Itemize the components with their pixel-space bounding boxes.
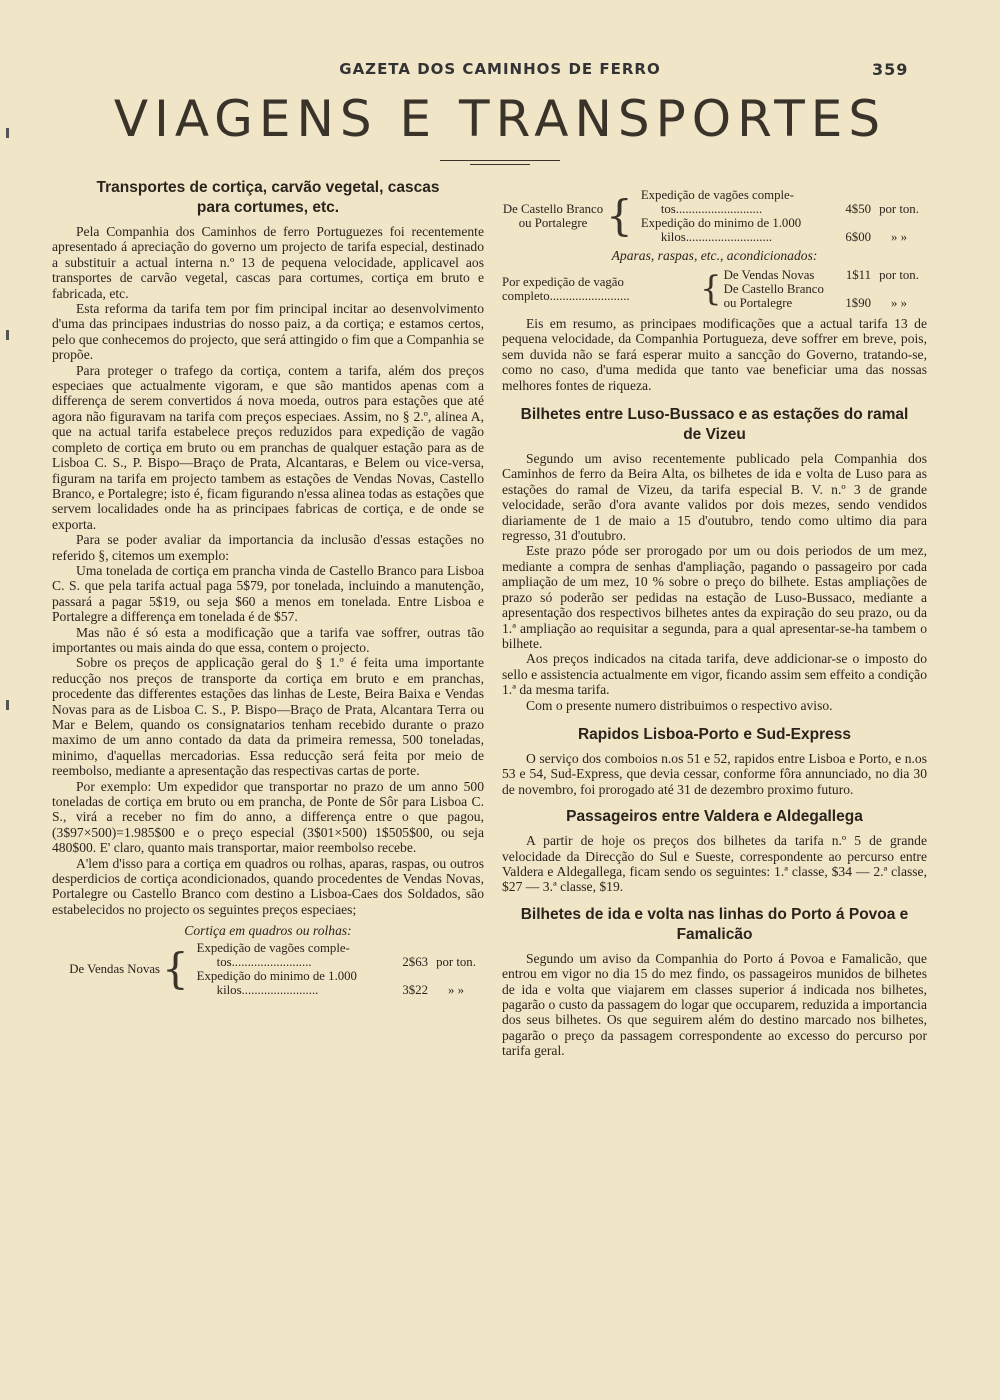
table-origin: De Vendas Novas (69, 962, 160, 977)
row-price: 3$22 (402, 983, 428, 998)
row-unit: » » (891, 230, 907, 244)
section-title: Bilhetes de ida e volta nas linhas do Porto á Povoa e Famalicão (520, 905, 909, 943)
price-table (502, 188, 927, 244)
paragraph: Aos preços indicados na citada tarifa, deve addicionar-se o imposto do sello e assistencia actualmente em vigor, ficando assim sem effeito a condição 1.ª da mesma tarifa. (502, 651, 927, 698)
title-divider (440, 160, 560, 161)
paragraph: Segundo um aviso da Companhia do Porto á Povoa e Famalicão, que entrou em vigor no dia 15 do mez findo, os passageiros munidos de bilhetes de ida e volta que viajarem em classes superior á indicada nos bilhetes, pagarão o custo da passagem do logar que occuparem, reduzida a importancia dos seus bilhetes. Os que seguirem além do destino marcado nos bilhetes, pagarão o preço da passagem correspondente ao excesso do percurso por tarifa geral. (502, 950, 927, 1059)
title-divider (470, 164, 530, 165)
row-origin: De Vendas Novas (723, 268, 815, 282)
paragraph: O serviço dos comboios n.os 51 e 52, rapidos entre Lisboa e Porto, e n.os 53 e 54, Sud-Express, que devia cessar, conforme fôra annunciado, no dia 30 de novembro, foi prorogado até 31 de dezembro proximo futuro. (502, 750, 927, 797)
table-row-desc (197, 969, 388, 997)
row-desc-line: Expedição de vagões comple- (196, 941, 350, 956)
section-title: Bilhetes entre Luso-Bussaco e as estações do ramal de Vizeu (520, 406, 909, 444)
row-price: 1$90 (845, 296, 871, 310)
paragraph: Com o presente numero distribuimos o respectivo aviso. (526, 697, 833, 713)
page-title: VIAGENS E TRANSPORTES (113, 90, 887, 148)
row-desc-line: kilos........................... (660, 230, 773, 244)
paragraph: A'lem d'isso para a cortiça em quadros ou rolhas, aparas, raspas, ou outros desperdicios de cortiça acondicionados, quando procedentes de Vendas Novas, Portalegre ou Castello Branco com destino a Lisboa-Caes dos Soldados, são estabelecidos no projecto os seguintes preços especiaes; (52, 855, 484, 917)
paragraph: Para se poder avaliar da importancia da inclusão d'essas estações no referido §, citemos um exemplo: (52, 532, 484, 563)
row-desc-line: Expedição do minimo de 1.000 (640, 216, 802, 230)
table-heading: Cortiça em quadros ou rolhas: (184, 923, 352, 939)
table-row-desc (641, 188, 833, 216)
brace: { (162, 944, 189, 994)
row-price: 6$00 (845, 230, 871, 244)
paragraph: Para proteger o trafego da cortiça, contem a tarifa, além dos preços especiaes que actualmente vigoram, e que são mantidos apenas com a differença de serem convertidos á nova moeda, outros para estações que até agora não figuravam na tarifa com preços especiaes. Assim, no § 2.º, alinea A, que na actual tarifa estabelece preços reduzidos para expedição de vagão completo de cortiça em bruto ou em pranchas de qualquer estação para as de Lisboa C. S., P. Bispo—Braço de Prata, Alcantaras, e Belem ou vice-versa, figuram na tarifa em projecto tambem as estações de Vendas Novas, Castello Branco, e Portalegre; isto é, ficam figurando n'essa alinea todas as estações que servem localidades onde ha as principaes fabricas de cortiça, e de onde se exporta. (52, 362, 484, 532)
table-origin: De Castello Branco ou Portalegre (502, 202, 604, 230)
table-row-desc (197, 941, 388, 969)
paragraph: A partir de hoje os preços dos bilhetes da tarifa n.º 5 de grande velocidade da Direcção do Sul e Sueste, correspondente ao percurso entre Valdera e Aldegallega, ficam sendo os seguintes: 1.ª classe, $34 — 2.ª classe, $27 — 3.ª classe, $19. (502, 833, 927, 895)
row-desc-line: tos......................... (216, 955, 312, 970)
section-title: Transportes de cortiça, carvão vegetal, cascas para cortumes, etc. (96, 179, 440, 216)
row-unit: por ton. (879, 202, 919, 216)
row-unit: » » (891, 296, 907, 310)
table-row-desc (641, 216, 833, 244)
row-unit: » » (448, 983, 464, 998)
row-price: 2$63 (402, 955, 428, 970)
table-label (502, 268, 698, 310)
journal-header: GAZETA DOS CAMINHOS DE FERRO (339, 60, 661, 78)
row-desc-line: Expedição do minimo de 1.000 (196, 969, 357, 984)
paragraph: Sobre os preços de applicação geral do § 1.º é feita uma importante reducção nos preços de transporte da cortiça em bruto e em pranchas, procedente das differentes estações das linhas de Leste, Beira Baixa e Vendas Novas para as de Lisboa C. S., P. Bispo—Braço de Prata, Alcantara Terra ou Mar e Belem, quando os consignatarios tenham recebido durante o prazo maximo de um anno contado da data da primeira remessa, 500 toneladas, minimo, d'aquellas mercadorias. Essa reducção será feita por meio de reembolso, mediante a apresentação das respectivas cartas de porte. (52, 655, 484, 779)
paragraph: Por exemplo: Um expedidor que transportar no prazo de um anno 500 toneladas de cortiça em bruto ou em prancha, de Ponte de Sôr para Lisboa C. S., virá a receber no fim do anno, a differença entre o que pagou, (3$97×500)=1.985$00 e o preço especial (3$01×500) 1$505$00, ou seja 480$00. E' claro, quanto mais transportar, maior reembolso recebe. (52, 778, 484, 856)
brace: { (700, 269, 722, 309)
edge-mark (6, 700, 9, 710)
brace: { (606, 191, 633, 240)
page-number: 359 (872, 60, 909, 79)
row-desc-line: tos........................... (660, 202, 763, 216)
row-price: 1$11 (845, 268, 871, 282)
paragraph: Mas não é só esta a modificação que a tarifa vae soffrer, outras tão importantes ou mais ainda do que essa, contem o projecto. (52, 624, 484, 655)
paragraph: Uma tonelada de cortiça em prancha vinda de Castello Branco para Lisboa C. S. que pela tarifa actual paga 5$79, por tonelada, incluindo a manutenção, passará a pagar 5$19, ou seja $60 a menos em tonelada. Entre Lisboa e Portalegre a differença em tonelada é de $57. (52, 562, 484, 625)
row-unit: por ton. (436, 955, 476, 970)
paragraph: Pela Companhia dos Caminhos de ferro Portuguezes foi recentemente apresentado á apreciação do governo um projecto de tarifa especial, destinado a substituir a actual interna n.º 13 de pequena velocidade, applicavel aos transportes de carvão vegetal, cascas para cortumes, cortiça em bruto e fabricada, etc. (52, 224, 484, 301)
row-desc-line: kilos........................ (216, 983, 319, 998)
row-origin: De Castello Branco ou Portalegre (723, 282, 824, 310)
row-desc-line: Expedição de vagões comple- (640, 188, 794, 202)
paragraph: Este prazo póde ser prorogado por um ou dois periodos de um mez, mediante a compra de senhas d'ampliação, pagando o passageiro por cada ampliação de um mez, 10 % sobre o preço do bilhete. Estas ampliações de prazo só poderão ser pedidas na estação de Luso-Bussaco, mediante a apresentação dos respectivos bilhetes antes da expiração do seu prazo, ou da 1.ª ampliação ao requisitar a segunda, para a qual apresentar-se-ha tambem o bilhete. (502, 543, 927, 651)
column-left (52, 178, 484, 999)
table-heading: Aparas, raspas, etc., acondicionados: (611, 248, 818, 263)
column-right (502, 186, 927, 1059)
price-table (52, 941, 484, 997)
section-title: Rapidos Lisboa-Porto e Sud-Express (577, 725, 852, 743)
row-price: 4$50 (845, 202, 871, 216)
section-title: Passageiros entre Valdera e Aldegallega (566, 808, 863, 826)
row-unit: por ton. (879, 268, 919, 282)
paragraph: Segundo um aviso recentemente publicado pela Companhia dos Caminhos de ferro da Beira Alta, os bilhetes de ida e volta de Luso para as estações do ramal de Vizeu, da tarifa especial B. V. n.º 3 de grande velocidade, serão d'ora avante validos por dois mezes, sendo vendidos diariamente de 1 de maio a 15 d'outubro, tendo como ultimo dia para regresso, 31 d'outubro. (502, 451, 927, 544)
paragraph: Esta reforma da tarifa tem por fim principal incitar ao desenvolvimento d'uma das principaes industrias do nosso paiz, a da cortiça; e estamos certos, pelo que conhecemos do projecto, que será attingido o fim que a Companhia se propõe. (52, 301, 484, 363)
price-table (502, 268, 927, 310)
table-label-text: Por expedição de vagão completo......................... (502, 275, 630, 303)
edge-mark (6, 330, 9, 340)
paragraph: Eis em resumo, as principaes modificações que a actual tarifa 13 de pequena velocidade, da Companhia Portugueza, deve soffrer em breve, pois, sem duvida não se fará esperar muito a sancção do Governo, tratando-se, como no caso, d'uma medida que tanto vae beneficiar uma das nossas melhores fontes de riqueza. (502, 316, 927, 393)
